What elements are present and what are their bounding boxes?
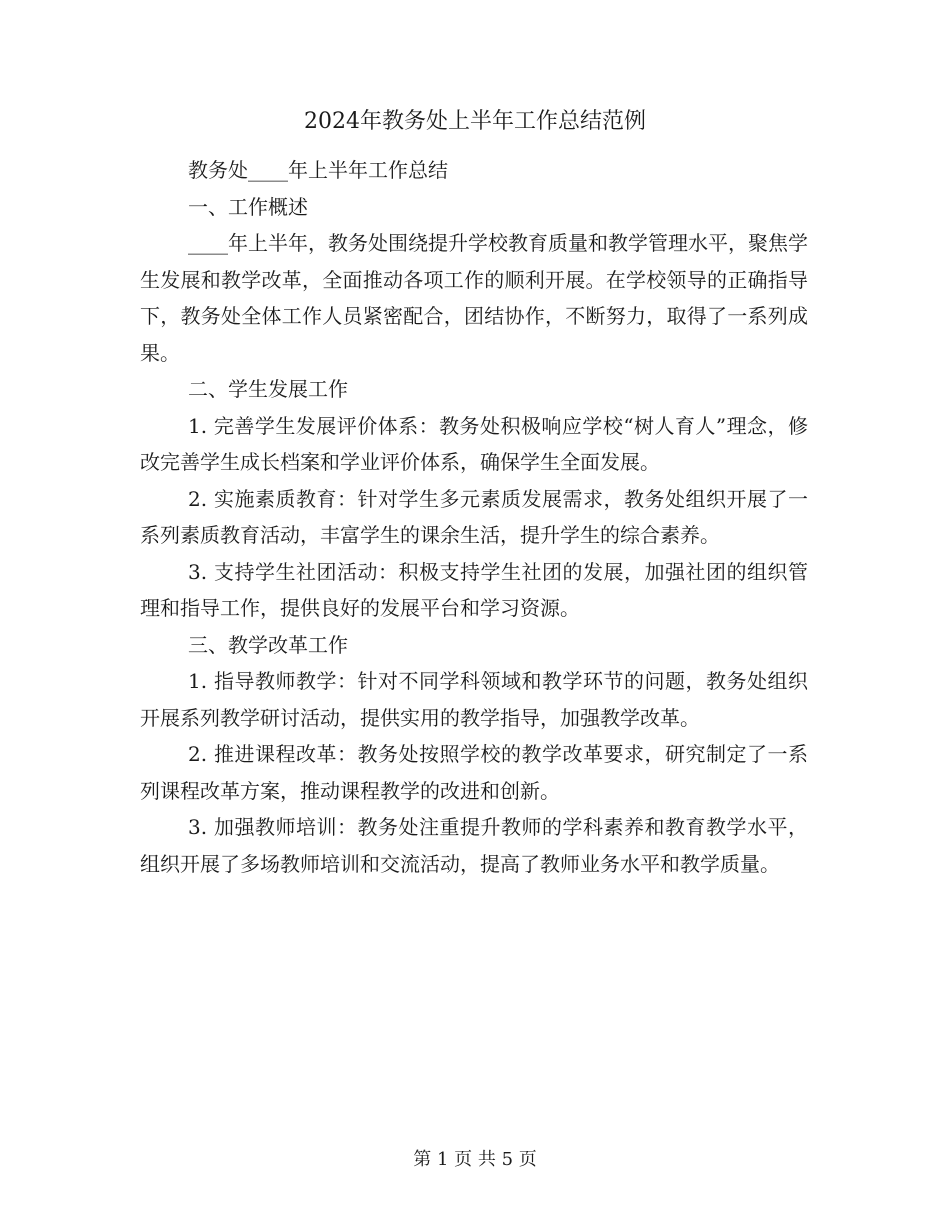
paragraph-student-item-2: 2. 实施素质教育：针对学生多元素质发展需求，教务处组织开展了一系列素质教育活动，丰富学生的课余生活，提升学生的综合素养。 bbox=[140, 486, 808, 547]
document-body bbox=[140, 152, 808, 882]
paragraph-teaching-item-3: 3. 加强教师培训：教务处注重提升教师的学科素养和教育教学水平，组织开展了多场教师培训和交流活动，提高了教师业务水平和教学质量。 bbox=[140, 815, 808, 876]
section-heading-overview: 一、工作概述 bbox=[188, 194, 308, 219]
page-footer: 第 1 页 共 5 页 bbox=[413, 1149, 537, 1170]
document-title: 2024年教务处上半年工作总结范例 bbox=[304, 109, 646, 134]
paragraph-teaching-item-1: 1. 指导教师教学：针对不同学科领域和教学环节的问题，教务处组织开展系列教学研讨活动，提供实用的教学指导，加强教学改革。 bbox=[140, 669, 808, 730]
paragraph-student-item-3: 3. 支持学生社团活动：积极支持学生社团的发展，加强社团的组织管理和指导工作，提供良好的发展平台和学习资源。 bbox=[140, 559, 808, 620]
paragraph-student-item-1: 1. 完善学生发展评价体系：教务处积极响应学校“树人育人”理念，修改完善学生成长档案和学业评价体系，确保学生全面发展。 bbox=[140, 413, 808, 474]
section-heading-teaching-reform: 三、教学改革工作 bbox=[188, 632, 348, 657]
paragraph-overview: ____年上半年，教务处围绕提升学校教育质量和教学管理水平，聚焦学生发展和教学改革，全面推动各项工作的顺利开展。在学校领导的正确指导下，教务处全体工作人员紧密配合，团结协作，不断努力，取得了一系列成果。 bbox=[140, 231, 808, 365]
section-heading-student-development: 二、学生发展工作 bbox=[188, 377, 348, 401]
paragraph-teaching-item-2: 2. 推进课程改革：教务处按照学校的教学改革要求，研究制定了一系列课程改革方案，推动课程教学的改进和创新。 bbox=[140, 742, 808, 803]
paragraph-subtitle: 教务处____年上半年工作总结 bbox=[188, 158, 448, 182]
